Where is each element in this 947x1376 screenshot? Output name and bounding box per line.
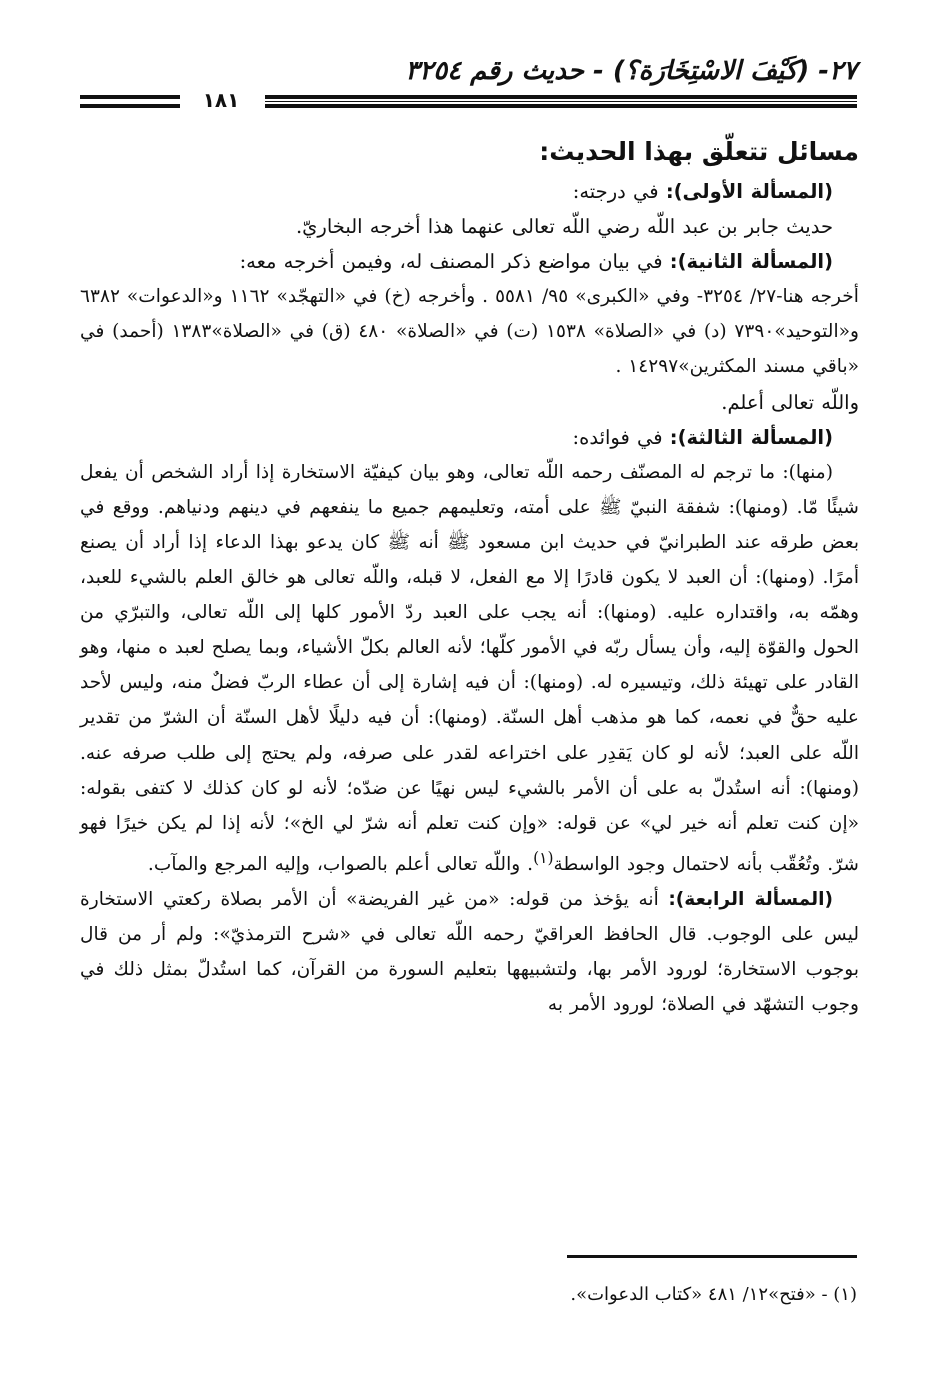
issue-4-body: أنه يؤخذ من قوله: «من غير الفريضة» أن الأمر بصلاة ركعتي الاستخارة ليس على الوجوب. قال الحافظ العراقيّ رحمه اللّه تعالى في «شرح الترمذيّ»: ولم أر من قال بوجوب الاستخارة؛ لورود الأمر بها، ولتشبيهها بتعليم السورة من القرآن، كما استُدلّ بمثل ذلك في وجوب التشهّد في الصلاة؛ لورود الأمر به xyxy=(80,889,859,1016)
issue-1-heading xyxy=(80,174,859,209)
section-heading: مسائل تتعلّق بهذا الحديث: xyxy=(539,137,859,166)
issue-3-closing: . واللّه تعالى أعلم بالصواب، وإليه المرجع والمآب. xyxy=(147,853,534,875)
page-number: ١٨١ xyxy=(202,88,240,112)
running-title: ٢٧- (كَيْفَ الاسْتِخَارَة؟) - حديث رقم ٣٢٥٤ xyxy=(405,56,857,86)
page-body xyxy=(80,130,859,1022)
issue-3-label: (المسألة الثالثة): xyxy=(669,425,833,449)
issue-3-heading xyxy=(80,420,859,455)
header-rule-right xyxy=(265,95,857,108)
issue-2-label: (المسألة الثانية): xyxy=(669,250,833,274)
footnote-reference: (١) xyxy=(533,848,554,867)
issue-2-title: في بيان مواضع ذكر المصنف له، وفيمن أخرجه معه: xyxy=(239,250,663,274)
issue-1-label: (المسألة الأولى): xyxy=(665,180,833,203)
issue-2-closing: واللّه تعالى أعلم. xyxy=(721,390,859,414)
issue-1-text: حديث جابر بن عبد اللّه رضي اللّه تعالى عنهما هذا أخرجه البخاريّ. xyxy=(295,215,833,239)
issue-3-body: (منها): ما ترجم له المصنّف رحمه اللّه تعالى، وهو بيان كيفيّة الاستخارة إذا أراد الشخص أن يفعل شيئًا مّا. (ومنها): شفقة النبيّ ﷺ على أمته، وتعليمهم جميع ما ينفعهم في دينهم ودنياهم. ووقع في بعض طرقه عند الطبرانيّ في حديث ابن مسعود ﷺ أنه ﷺ كان يدعو بهذا الدعاء إذا أراد أن يصنع أمرًا. (ومنها): أن العبد لا يكون قادرًا إلا مع الفعل، لا قبله، واللّه تعالى هو خالق العلم بالشيء للعبد، وهمّه به، واقتداره عليه. (ومنها): أنه يجب على العبد ردّ الأمور كلها إلى اللّه تعالى، والتبرّي من الحول والقوّة إليه، وأن يسأل ربّه في الأمور كلّها؛ لأنه العالم بكلّ الأشياء، وبما يصلح لعبد ه منها، وهو القادر على تهيئة ذلك، وتيسيره له. (ومنها): أن فيه إشارة إلى أن عطاء الربّ فضلٌ منه، وليس لأحد عليه حقٌّ في نعمه، كما هو مذهب أهل السنّة. (ومنها): أن فيه دليلًا لأهل السنّة أن الشرّ من تقدير اللّه على العبد؛ لأنه لو كان يَقدِر على اختراعه لقدر على صرفه، ولم يحتج إلى طلب صرفه عنه. (ومنها): أنه استُدلّ به على أن الأمر بالشيء ليس نهيًا عن ضدّه؛ لأنه لو كان كذلك لا كتفى بقوله: «إن كنت تعلم أنه خير لي» عن قوله: «وإن كنت تعلم أنه شرّ لي الخ»؛ لأنه إذا لم يكن خيرًا فهو شرّ. وتُعُقّب بأنه لاحتمال وجود الواسطة xyxy=(80,461,859,875)
issue-3-title: في فوائده: xyxy=(572,425,663,449)
footnote-separator xyxy=(567,1255,857,1258)
header-rule-left xyxy=(80,95,180,108)
issue-4-text xyxy=(80,882,859,1022)
issue-2-text: أخرجه هنا-٢٧/ ٣٢٥٤- وفي «الكبرى» ٩٥/ ٥٥٨١ . وأخرجه (خ) في «التهجّد» ١١٦٢ و«الدعوات» ٦٣٨٢ و«التوحيد»٧٣٩٠ (د) في «الصلاة» ١٥٣٨ (ت) في «الصلاة» ٤٨٠ (ق) في «الصلاة»١٣٨٣ (أحمد) في «باقي مسند المكثرين»١٤٢٩٧ . xyxy=(80,286,859,378)
issue-2-heading xyxy=(80,244,859,279)
footnote: (١) - «فتح»١٢/ ٤٨١ «كتاب الدعوات». xyxy=(570,1284,857,1305)
issue-3-text xyxy=(80,455,859,882)
issue-1-title: في درجته: xyxy=(572,180,659,203)
issue-4-label: (المسألة الرابعة): xyxy=(668,889,833,911)
